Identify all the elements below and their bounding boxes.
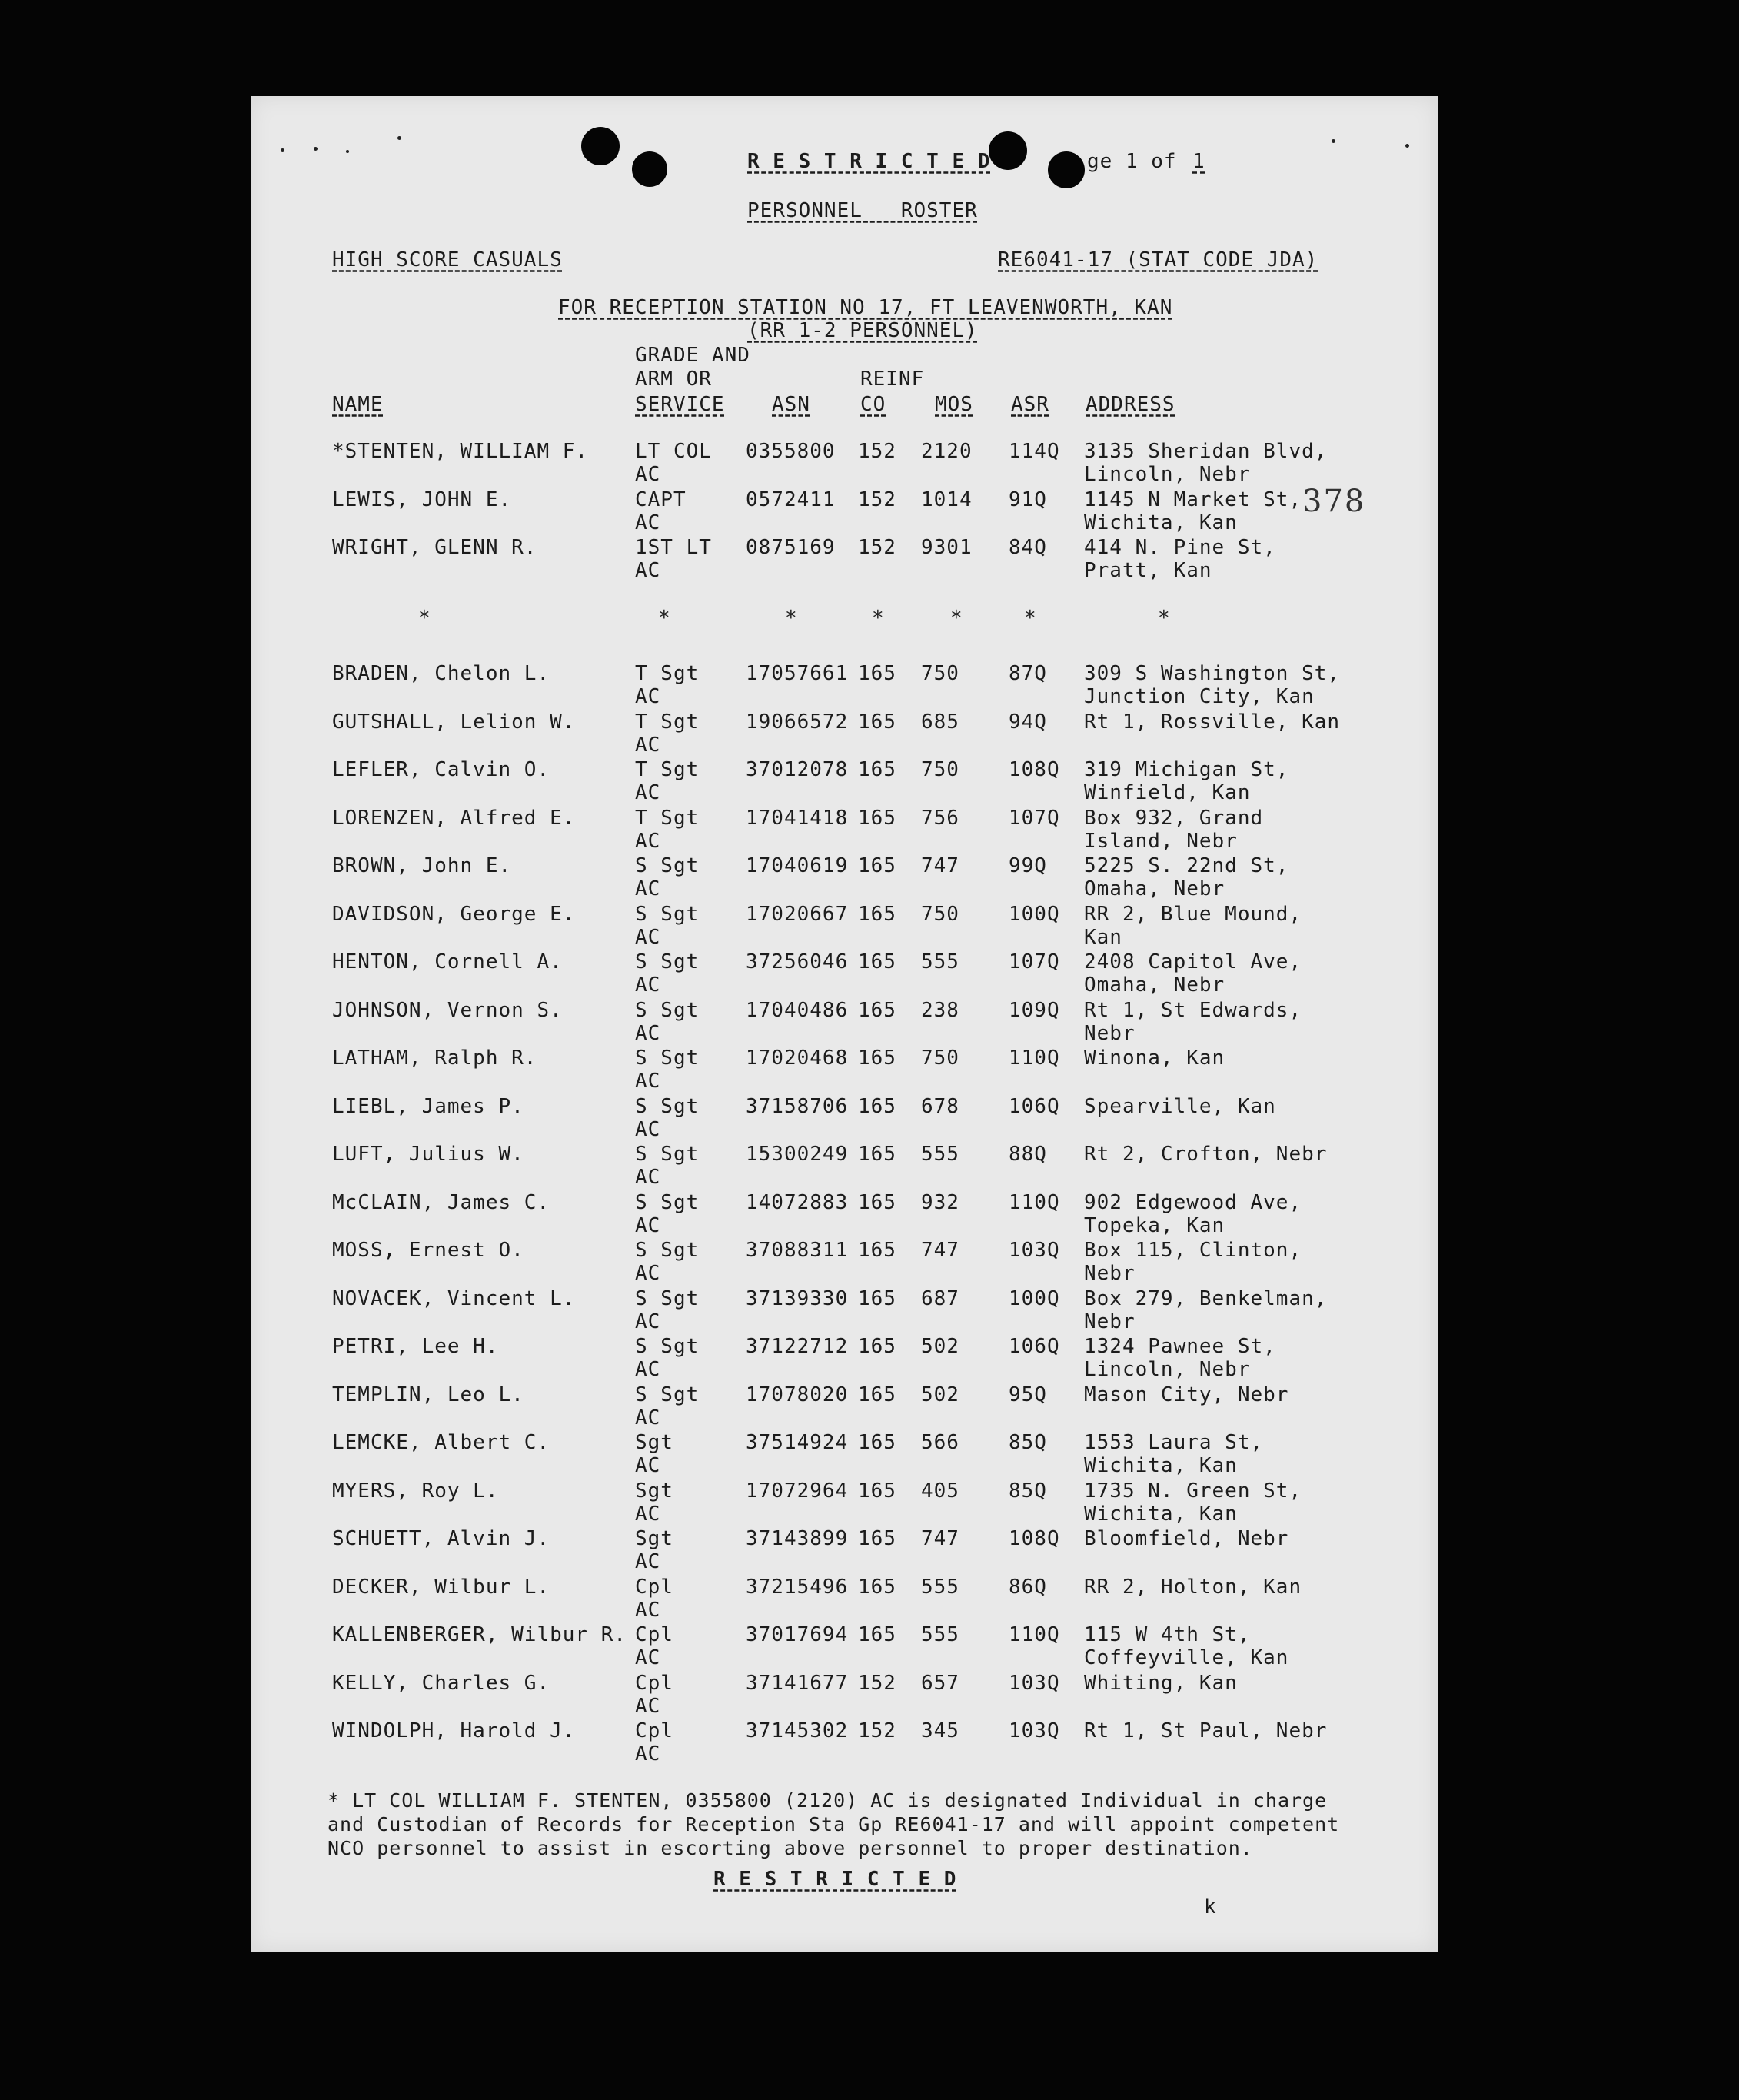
cell-mos: 238 — [921, 998, 959, 1022]
group-label: HIGH SCORE CASUALS — [332, 248, 563, 271]
cell-grade: Cpl — [635, 1671, 673, 1695]
cell-addr1: Box 115, Clinton, — [1084, 1239, 1302, 1262]
cell-grade: Cpl — [635, 1719, 673, 1742]
cell-mos: 405 — [921, 1479, 959, 1503]
cell-mos: 747 — [921, 1239, 959, 1262]
cell-asn: 17078020 — [746, 1383, 849, 1406]
cell-asn: 37215496 — [746, 1575, 849, 1599]
cell-asn: 0875169 — [746, 536, 836, 559]
speck — [281, 148, 284, 152]
col-asn: ASN — [772, 393, 810, 416]
cell-addr1: 3135 Sheridan Blvd, — [1084, 440, 1328, 463]
cell-asn: 37514924 — [746, 1431, 849, 1454]
cell-co: 152 — [858, 1719, 896, 1742]
cell-arm: AC — [635, 1742, 661, 1766]
cell-grade: T Sgt — [635, 710, 700, 734]
cell-name: BRADEN, Chelon L. — [332, 662, 550, 685]
cell-grade: S Sgt — [635, 950, 700, 973]
cell-addr1: 414 N. Pine St, — [1084, 536, 1276, 559]
cell-addr1: Box 279, Benkelman, — [1084, 1286, 1328, 1310]
cell-name: LEMCKE, Albert C. — [332, 1431, 550, 1454]
cell-arm: AC — [635, 1598, 661, 1622]
cell-addr2: Omaha, Nebr — [1084, 877, 1225, 900]
cell-name: WINDOLPH, Harold J. — [332, 1719, 576, 1742]
cell-asr: 85Q — [1009, 1431, 1047, 1454]
cell-addr1: Bloomfield, Nebr — [1084, 1527, 1289, 1550]
cell-co: 165 — [858, 710, 896, 734]
cell-arm: AC — [635, 559, 661, 582]
cell-mos: 678 — [921, 1094, 959, 1118]
roster-code: RE6041-17 (STAT CODE JDA) — [998, 248, 1318, 271]
cell-name: KALLENBERGER, Wilbur R. — [332, 1623, 627, 1646]
cell-addr2: Lincoln, Nebr — [1084, 1358, 1251, 1381]
cell-arm: AC — [635, 1021, 661, 1045]
cell-asr: 88Q — [1009, 1143, 1047, 1166]
cell-co: 165 — [858, 806, 896, 830]
cell-asr: 103Q — [1009, 1239, 1060, 1262]
cell-addr1: 1324 Pawnee St, — [1084, 1335, 1276, 1358]
cell-grade: S Sgt — [635, 902, 700, 926]
cell-mos: 750 — [921, 758, 959, 781]
roster-page — [251, 96, 1438, 1952]
cell-addr1: RR 2, Holton, Kan — [1084, 1575, 1302, 1599]
cell-co: 165 — [858, 758, 896, 781]
cell-co: 165 — [858, 854, 896, 877]
cell-co: 165 — [858, 1190, 896, 1214]
cell-asn: 37012078 — [746, 758, 849, 781]
cell-co: 165 — [858, 1239, 896, 1262]
cell-grade: S Sgt — [635, 854, 700, 877]
separator-asterisk: * — [785, 607, 798, 630]
cell-co: 152 — [858, 488, 896, 511]
cell-addr2: Nebr — [1084, 1021, 1136, 1045]
cell-arm: AC — [635, 1310, 661, 1333]
cell-asr: 109Q — [1009, 998, 1060, 1022]
cell-asn: 37122712 — [746, 1335, 849, 1358]
cell-name: DECKER, Wilbur L. — [332, 1575, 550, 1599]
cell-asn: 37145302 — [746, 1719, 849, 1742]
cell-arm: AC — [635, 1406, 661, 1429]
cell-grade: S Sgt — [635, 1047, 700, 1070]
cell-arm: AC — [635, 685, 661, 708]
cell-arm: AC — [635, 973, 661, 997]
cell-addr1: 1145 N Market St, — [1084, 488, 1302, 511]
cell-name: KELLY, Charles G. — [332, 1671, 550, 1695]
footnote-line-3: NCO personnel to assist in escorting above personnel to proper destination. — [328, 1837, 1253, 1859]
separator-asterisk: * — [1024, 607, 1037, 630]
page-label: ge 1 of — [1087, 150, 1177, 173]
page-total: 1 — [1192, 150, 1205, 173]
cell-mos: 555 — [921, 950, 959, 973]
cell-arm: AC — [635, 511, 661, 534]
cell-name: LEWIS, JOHN E. — [332, 488, 512, 511]
cell-grade: T Sgt — [635, 758, 700, 781]
cell-arm: AC — [635, 733, 661, 757]
cell-grade: S Sgt — [635, 1094, 700, 1118]
cell-asr: 91Q — [1009, 488, 1047, 511]
cell-addr1: 309 S Washington St, — [1084, 662, 1341, 685]
separator-asterisk: * — [658, 607, 671, 630]
cell-arm: AC — [635, 1694, 661, 1718]
cell-co: 165 — [858, 662, 896, 685]
cell-asr: 108Q — [1009, 758, 1060, 781]
cell-mos: 345 — [921, 1719, 959, 1742]
cell-asn: 0572411 — [746, 488, 836, 511]
speck — [397, 136, 401, 140]
cell-name: McCLAIN, James C. — [332, 1190, 550, 1214]
cell-asn: 37088311 — [746, 1239, 849, 1262]
cell-name: MOSS, Ernest O. — [332, 1239, 524, 1262]
cell-co: 165 — [858, 1479, 896, 1503]
cell-asn: 14072883 — [746, 1190, 849, 1214]
col-address: ADDRESS — [1086, 393, 1175, 416]
speck — [1332, 139, 1335, 143]
cell-co: 152 — [858, 536, 896, 559]
cell-addr1: 2408 Capitol Ave, — [1084, 950, 1302, 973]
cell-asr: 106Q — [1009, 1094, 1060, 1118]
cell-arm: AC — [635, 1262, 661, 1285]
cell-asr: 95Q — [1009, 1383, 1047, 1406]
footnote-line-1: * LT COL WILLIAM F. STENTEN, 0355800 (2120) AC is designated Individual in charge — [328, 1789, 1328, 1812]
cell-grade: S Sgt — [635, 1286, 700, 1310]
cell-name: LUFT, Julius W. — [332, 1143, 524, 1166]
cell-name: BROWN, John E. — [332, 854, 512, 877]
cell-name: HENTON, Cornell A. — [332, 950, 563, 973]
cell-arm: AC — [635, 925, 661, 949]
cell-grade: Cpl — [635, 1575, 673, 1599]
cell-asr: 100Q — [1009, 902, 1060, 926]
cell-mos: 555 — [921, 1143, 959, 1166]
cell-arm: AC — [635, 1550, 661, 1573]
cell-addr1: Rt 2, Crofton, Nebr — [1084, 1143, 1328, 1166]
col-reinf-2: CO — [860, 393, 886, 416]
cell-grade: S Sgt — [635, 1335, 700, 1358]
cell-co: 165 — [858, 998, 896, 1022]
cell-grade: Cpl — [635, 1623, 673, 1646]
col-reinf-1: REINF — [860, 368, 925, 391]
cell-asn: 37256046 — [746, 950, 849, 973]
cell-asr: 110Q — [1009, 1623, 1060, 1646]
cell-mos: 932 — [921, 1190, 959, 1214]
cell-co: 165 — [858, 1575, 896, 1599]
cell-grade: LT COL — [635, 440, 712, 463]
cell-arm: AC — [635, 1646, 661, 1669]
cell-name: JOHNSON, Vernon S. — [332, 998, 563, 1022]
cell-asr: 106Q — [1009, 1335, 1060, 1358]
cell-mos: 756 — [921, 806, 959, 830]
destination-line: FOR RECEPTION STATION NO 17, FT LEAVENWORTH, KAN — [558, 296, 1173, 319]
cell-addr2: Winfield, Kan — [1084, 781, 1251, 804]
cell-addr2: Wichita, Kan — [1084, 1454, 1238, 1477]
col-grade-3: SERVICE — [635, 393, 725, 416]
cell-grade: Sgt — [635, 1479, 673, 1503]
cell-grade: S Sgt — [635, 1383, 700, 1406]
cell-name: PETRI, Lee H. — [332, 1335, 499, 1358]
cell-name: LATHAM, Ralph R. — [332, 1047, 537, 1070]
cell-grade: Sgt — [635, 1527, 673, 1550]
speck — [346, 150, 349, 153]
col-grade-1: GRADE AND — [635, 344, 750, 367]
cell-asn: 37139330 — [746, 1286, 849, 1310]
cell-addr1: 1553 Laura St, — [1084, 1431, 1264, 1454]
cell-asr: 85Q — [1009, 1479, 1047, 1503]
cell-addr2: Wichita, Kan — [1084, 1502, 1238, 1526]
cell-name: GUTSHALL, Lelion W. — [332, 710, 576, 734]
typist-initial: k — [1204, 1895, 1217, 1919]
cell-mos: 566 — [921, 1431, 959, 1454]
speck — [1405, 144, 1409, 148]
cell-name: MYERS, Roy L. — [332, 1479, 499, 1503]
cell-co: 152 — [858, 1671, 896, 1695]
cell-arm: AC — [635, 1166, 661, 1189]
cell-name: WRIGHT, GLENN R. — [332, 536, 537, 559]
cell-mos: 747 — [921, 1527, 959, 1550]
cell-co: 152 — [858, 440, 896, 463]
cell-arm: AC — [635, 463, 661, 486]
cell-arm: AC — [635, 781, 661, 804]
cell-addr2: Junction City, Kan — [1084, 685, 1315, 708]
cell-addr1: Rt 1, St Edwards, — [1084, 998, 1302, 1022]
cell-addr1: 902 Edgewood Ave, — [1084, 1190, 1302, 1214]
cell-asn: 17057661 — [746, 662, 849, 685]
cell-asr: 100Q — [1009, 1286, 1060, 1310]
cell-mos: 687 — [921, 1286, 959, 1310]
cell-name: LIEBL, James P. — [332, 1094, 524, 1118]
cell-arm: AC — [635, 829, 661, 853]
punch-hole — [632, 151, 667, 187]
cell-mos: 555 — [921, 1623, 959, 1646]
punch-hole — [989, 131, 1027, 170]
cell-asr: 86Q — [1009, 1575, 1047, 1599]
cell-mos: 750 — [921, 902, 959, 926]
cell-mos: 747 — [921, 854, 959, 877]
cell-addr1: Box 932, Grand — [1084, 806, 1264, 830]
cell-addr1: Winona, Kan — [1084, 1047, 1225, 1070]
cell-asr: 87Q — [1009, 662, 1047, 685]
cell-mos: 657 — [921, 1671, 959, 1695]
cell-grade: Sgt — [635, 1431, 673, 1454]
cell-name: NOVACEK, Vincent L. — [332, 1286, 576, 1310]
cell-arm: AC — [635, 1358, 661, 1381]
cell-asn: 37017694 — [746, 1623, 849, 1646]
cell-asr: 103Q — [1009, 1671, 1060, 1695]
cell-co: 165 — [858, 950, 896, 973]
cell-asn: 37143899 — [746, 1527, 849, 1550]
cell-arm: AC — [635, 1213, 661, 1237]
cell-asr: 94Q — [1009, 710, 1047, 734]
cell-addr1: 1735 N. Green St, — [1084, 1479, 1302, 1503]
cell-arm: AC — [635, 1502, 661, 1526]
cell-grade: T Sgt — [635, 662, 700, 685]
cell-co: 165 — [858, 1143, 896, 1166]
cell-co: 165 — [858, 1094, 896, 1118]
cell-mos: 502 — [921, 1335, 959, 1358]
cell-asn: 15300249 — [746, 1143, 849, 1166]
cell-co: 165 — [858, 1383, 896, 1406]
cell-co: 165 — [858, 1623, 896, 1646]
cell-grade: S Sgt — [635, 1239, 700, 1262]
footnote-line-2: and Custodian of Records for Reception Sta Gp RE6041-17 and will appoint competent — [328, 1813, 1340, 1835]
cell-mos: 750 — [921, 662, 959, 685]
cell-arm: AC — [635, 877, 661, 900]
restricted-bottom: R E S T R I C T E D — [713, 1868, 957, 1891]
cell-co: 165 — [858, 1286, 896, 1310]
cell-arm: AC — [635, 1117, 661, 1141]
cell-addr1: Rt 1, Rossville, Kan — [1084, 710, 1341, 734]
cell-asr: 114Q — [1009, 440, 1060, 463]
cell-asn: 17020468 — [746, 1047, 849, 1070]
cell-name: SCHUETT, Alvin J. — [332, 1527, 550, 1550]
cell-addr1: Spearville, Kan — [1084, 1094, 1276, 1118]
cell-addr1: 5225 S. 22nd St, — [1084, 854, 1289, 877]
cell-mos: 685 — [921, 710, 959, 734]
cell-addr2: Island, Nebr — [1084, 829, 1238, 853]
cell-co: 165 — [858, 1431, 896, 1454]
cell-grade: CAPT — [635, 488, 687, 511]
separator-asterisk: * — [872, 607, 885, 630]
col-mos: MOS — [935, 393, 973, 416]
cell-addr2: Nebr — [1084, 1262, 1136, 1285]
cell-mos: 555 — [921, 1575, 959, 1599]
cell-name: *STENTEN, WILLIAM F. — [332, 440, 589, 463]
cell-mos: 750 — [921, 1047, 959, 1070]
cell-asn: 0355800 — [746, 440, 836, 463]
cell-name: DAVIDSON, George E. — [332, 902, 576, 926]
cell-addr2: Wichita, Kan — [1084, 511, 1238, 534]
col-asr: ASR — [1011, 393, 1049, 416]
cell-addr2: Lincoln, Nebr — [1084, 463, 1251, 486]
cell-addr1: Rt 1, St Paul, Nebr — [1084, 1719, 1328, 1742]
separator-asterisk: * — [950, 607, 963, 630]
cell-asr: 99Q — [1009, 854, 1047, 877]
cell-grade: S Sgt — [635, 998, 700, 1022]
restricted-top: R E S T R I C T E D — [747, 150, 991, 173]
cell-grade: S Sgt — [635, 1190, 700, 1214]
cell-grade: T Sgt — [635, 806, 700, 830]
cell-grade: 1ST LT — [635, 536, 712, 559]
cell-mos: 9301 — [921, 536, 973, 559]
col-name: NAME — [332, 393, 384, 416]
cell-mos: 502 — [921, 1383, 959, 1406]
cell-asn: 37158706 — [746, 1094, 849, 1118]
cell-asr: 107Q — [1009, 950, 1060, 973]
cell-asn: 17072964 — [746, 1479, 849, 1503]
cell-co: 165 — [858, 1335, 896, 1358]
cell-addr2: Nebr — [1084, 1310, 1136, 1333]
cell-mos: 1014 — [921, 488, 973, 511]
cell-asn: 17040619 — [746, 854, 849, 877]
cell-asn: 17040486 — [746, 998, 849, 1022]
cell-asn: 19066572 — [746, 710, 849, 734]
cell-addr2: Omaha, Nebr — [1084, 973, 1225, 997]
cell-co: 165 — [858, 902, 896, 926]
cell-addr2: Pratt, Kan — [1084, 559, 1212, 582]
cell-arm: AC — [635, 1454, 661, 1477]
cell-addr1: 319 Michigan St, — [1084, 758, 1289, 781]
cell-addr2: Topeka, Kan — [1084, 1213, 1225, 1237]
stamp-number: 378 — [1302, 484, 1366, 519]
cell-asn: 17041418 — [746, 806, 849, 830]
personnel-line: (RR 1-2 PERSONNEL) — [747, 319, 978, 342]
cell-asr: 103Q — [1009, 1719, 1060, 1742]
separator-asterisk: * — [1158, 607, 1171, 630]
cell-name: LORENZEN, Alfred E. — [332, 806, 576, 830]
roster-title: PERSONNEL _ ROSTER — [747, 199, 978, 222]
cell-addr2: Kan — [1084, 925, 1122, 949]
punch-hole — [1048, 151, 1085, 188]
cell-addr1: Whiting, Kan — [1084, 1671, 1238, 1695]
cell-asr: 107Q — [1009, 806, 1060, 830]
cell-addr1: RR 2, Blue Mound, — [1084, 902, 1302, 926]
cell-grade: S Sgt — [635, 1143, 700, 1166]
speck — [314, 147, 318, 151]
cell-asn: 17020667 — [746, 902, 849, 926]
cell-arm: AC — [635, 1070, 661, 1093]
cell-asr: 108Q — [1009, 1527, 1060, 1550]
cell-co: 165 — [858, 1047, 896, 1070]
cell-addr1: 115 W 4th St, — [1084, 1623, 1251, 1646]
cell-addr1: Mason City, Nebr — [1084, 1383, 1289, 1406]
cell-name: TEMPLIN, Leo L. — [332, 1383, 524, 1406]
separator-asterisk: * — [418, 607, 431, 630]
cell-name: LEFLER, Calvin O. — [332, 758, 550, 781]
cell-co: 165 — [858, 1527, 896, 1550]
cell-asr: 84Q — [1009, 536, 1047, 559]
cell-asr: 110Q — [1009, 1190, 1060, 1214]
cell-asn: 37141677 — [746, 1671, 849, 1695]
punch-hole — [581, 127, 620, 165]
cell-mos: 2120 — [921, 440, 973, 463]
cell-addr2: Coffeyville, Kan — [1084, 1646, 1289, 1669]
col-grade-2: ARM OR — [635, 368, 712, 391]
cell-asr: 110Q — [1009, 1047, 1060, 1070]
